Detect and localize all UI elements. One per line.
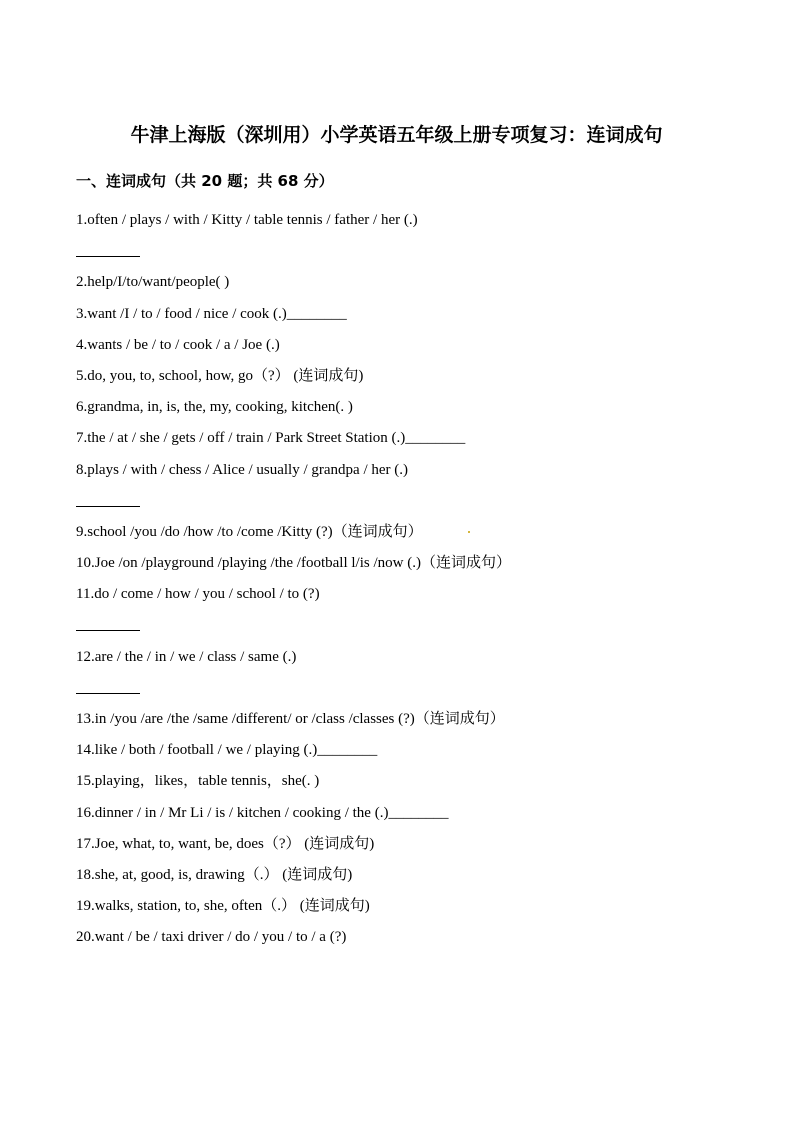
question-12: 12.are / the / in / we / class / same (.) [76,648,297,665]
question-19: 19.walks, station, to, she, often（.） (连词成句) [76,898,370,915]
question-7: 7.the / at / she / gets / off / train / Park Street Station (.)________ [76,430,466,447]
answer-blank [76,490,736,521]
question-15: 15.playing，likes，table tennis，she(. ) [76,773,320,790]
answer-line [76,506,140,507]
answer-line [76,630,140,631]
question-list [76,209,736,958]
question-10: 10.Joe /on /playground /playing /the /football l/is /now (.)（连词成句） [76,555,511,572]
section-heading: 一、连词成句（共 20 题；共 68 分） [76,172,334,190]
question-11: 11.do / come / how / you / school / to (?) [76,586,320,603]
question-18: 18.she, at, good, is, drawing（.） (连词成句) [76,866,353,883]
question-14: 14.like / both / football / we / playing (.)________ [76,742,378,759]
answer-line [76,256,140,257]
question-16: 16.dinner / in / Mr Li / is / kitchen / cooking / the (.)________ [76,804,449,821]
answer-blank [76,614,736,645]
question-13: 13.in /you /are /the /same /different/ or /class /classes (?)（连词成句） [76,711,505,727]
question-3: 3.want /I / to / food / nice / cook (.)________ [76,305,347,322]
question-9: 9.school /you /do /how /to /come /Kitty (?)（连词成句） [76,523,423,540]
page-title: 牛津上海版（深圳用）小学英语五年级上册专项复习：连词成句 [130,124,663,146]
question-6: 6.grandma, in, is, the, my, cooking, kitchen(. ) [76,399,353,416]
question-8: 8.plays / with / chess / Alice / usually / grandpa / her (.) [76,461,409,478]
answer-line [76,693,140,694]
question-2: 2.help/I/to/want/people( ) [76,274,230,291]
answer-blank [76,677,736,708]
question-5: 5.do, you, to, school, how, go（?） (连词成句) [76,367,364,384]
question-20: 20.want / be / taxi driver / do / you / to / a (?) [76,929,347,946]
question-1: 1.often / plays / with / Kitty / table tennis / father / her (.) [76,212,418,228]
question-4: 4.wants / be / to / cook / a / Joe (.) [76,336,280,353]
question-17: 17.Joe, what, to, want, be, does（?） (连词成句) [76,835,375,852]
stray-dot [468,531,470,533]
answer-blank [76,240,736,271]
